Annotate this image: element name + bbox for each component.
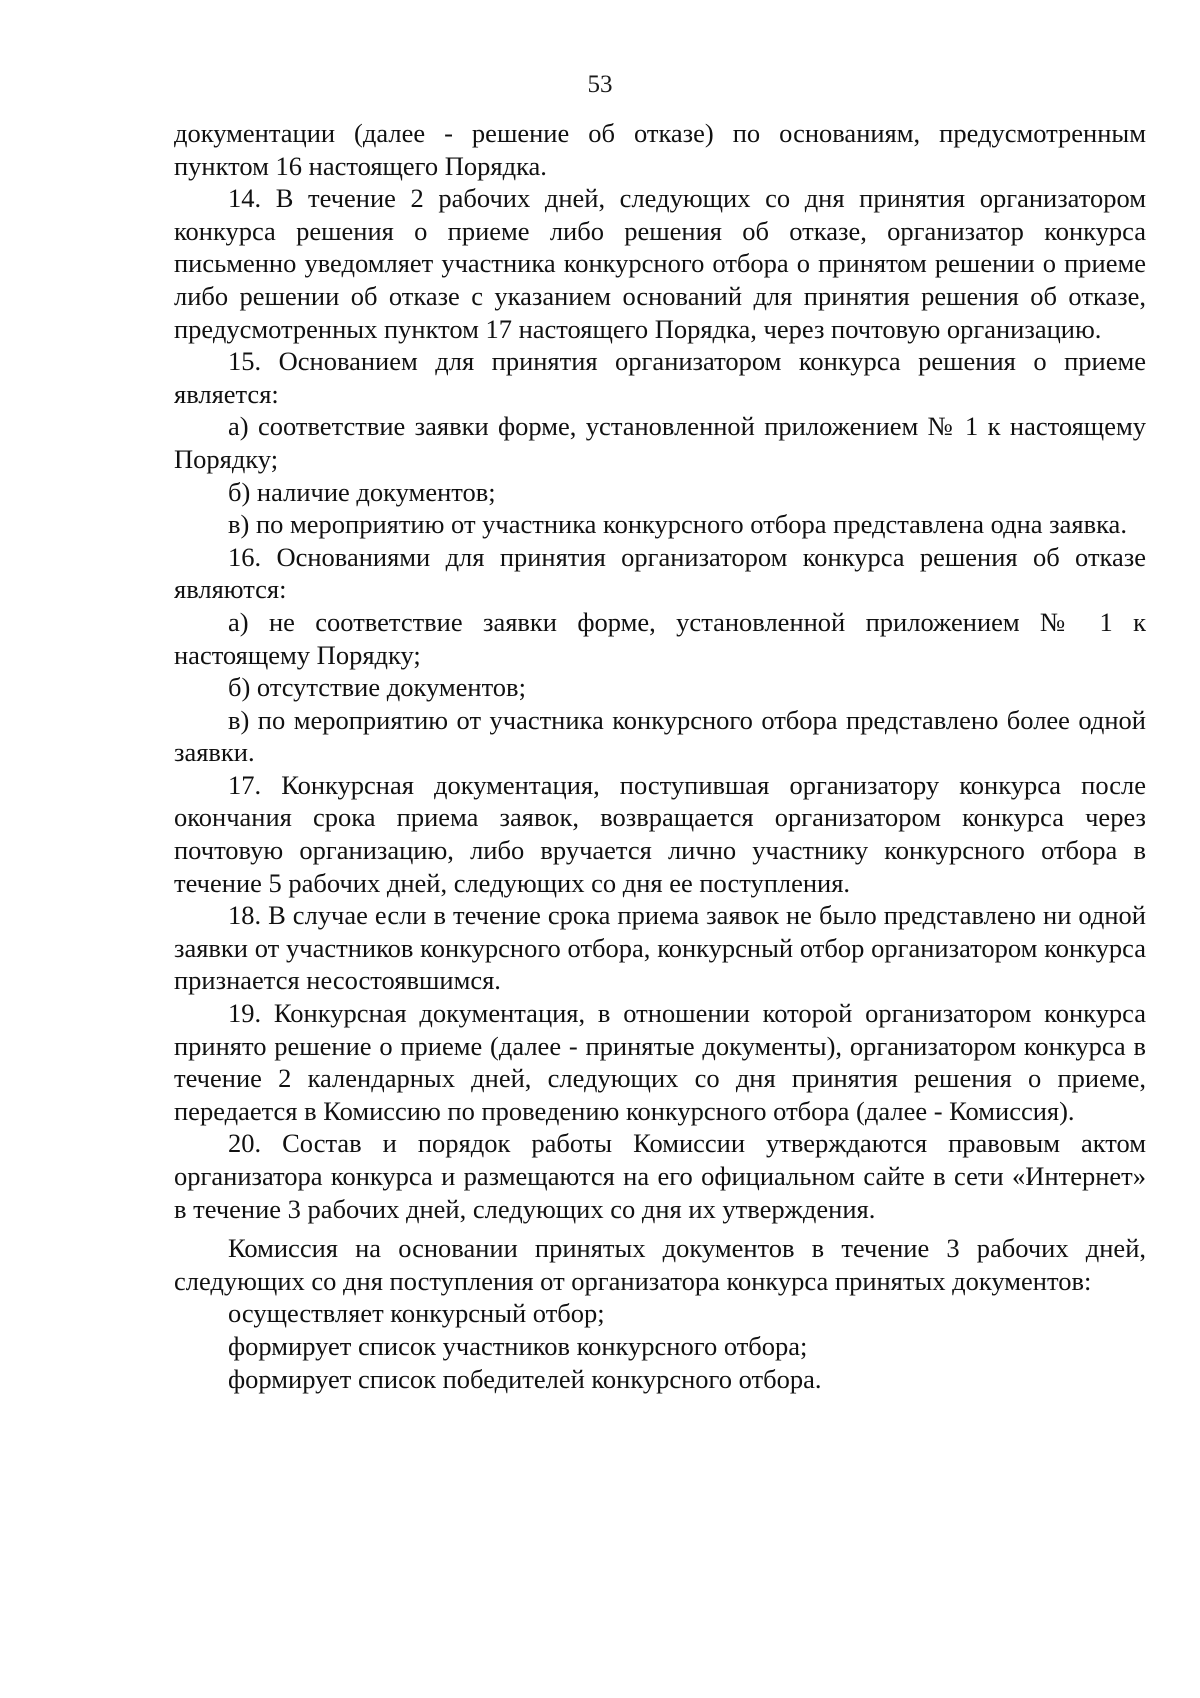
paragraph: а) не соответствие заявки форме, установленной приложением № 1 к настоящему Порядку;	[174, 606, 1146, 670]
page-number: 53	[587, 71, 613, 98]
list-item: формирует список победителей конкурсного отбора.	[228, 1363, 822, 1394]
paragraph: 15. Основанием для принятия организатором конкурса решения о приеме является:	[174, 346, 1146, 409]
list-item: осуществляет конкурсный отбор;	[228, 1298, 605, 1329]
paragraph: 17. Конкурсная документация, поступившая организатору конкурса после окончания срока приема заявок, возвращается организатором конкурса через почтовую организацию, либо вручается лично участнику конкурсного отбора в течение 5 рабочих дней, следующих со дня ее поступления.	[174, 769, 1146, 898]
paragraph: документации (далее - решение об отказе) по основаниям, предусмотренным пунктом 16 настоящего Порядка.	[174, 118, 1146, 181]
paragraph: б) наличие документов;	[228, 476, 496, 507]
paragraph: б) отсутствие документов;	[228, 672, 526, 703]
paragraph: в) по мероприятию от участника конкурсного отбора представлено более одной заявки.	[174, 704, 1146, 768]
list-item: формирует список участников конкурсного отбора;	[228, 1330, 808, 1361]
paragraph: 16. Основаниями для принятия организатором конкурса решения об отказе являются:	[174, 541, 1146, 605]
paragraph: 20. Состав и порядок работы Комиссии утверждаются правовым актом организатора конкурса и размещаются на его официальном сайте в сети «Интернет» в течение 3 рабочих дней, следующих со дня их утверждения.	[174, 1128, 1146, 1224]
paragraph: 18. В случае если в течение срока приема заявок не было представлено ни одной заявки от участников конкурсного отбора, конкурсный отбор организатором конкурса признается несостоявшимся.	[174, 900, 1146, 996]
paragraph: в) по мероприятию от участника конкурсного отбора представлена одна заявка.	[228, 509, 1127, 540]
paragraph: 14. В течение 2 рабочих дней, следующих со дня принятия организатором конкурса решения о приеме либо решения об отказе, организатор конкурса письменно уведомляет участника конкурсного отбора о принятом решении о приеме либо решении об отказе с указанием оснований для принятия решения об отказе, предусмотренных пунктом 17 настоящего Порядка, через почтовую организацию.	[174, 183, 1146, 344]
document-body	[174, 117, 1146, 1395]
paragraph: Комиссия на основании принятых документов в течение 3 рабочих дней, следующих со дня поступления от организатора конкурса принятых документов:	[174, 1233, 1146, 1296]
paragraph: а) соответствие заявки форме, установленной приложением № 1 к настоящему Порядку;	[174, 411, 1146, 474]
paragraph: 19. Конкурсная документация, в отношении которой организатором конкурса принято решение о приеме (далее - принятые документы), организатором конкурса в течение 2 календарных дней, следующих со дня принятия решения о приеме, передается в Комиссию по проведению конкурсного отбора (далее - Комиссия).	[174, 998, 1146, 1126]
